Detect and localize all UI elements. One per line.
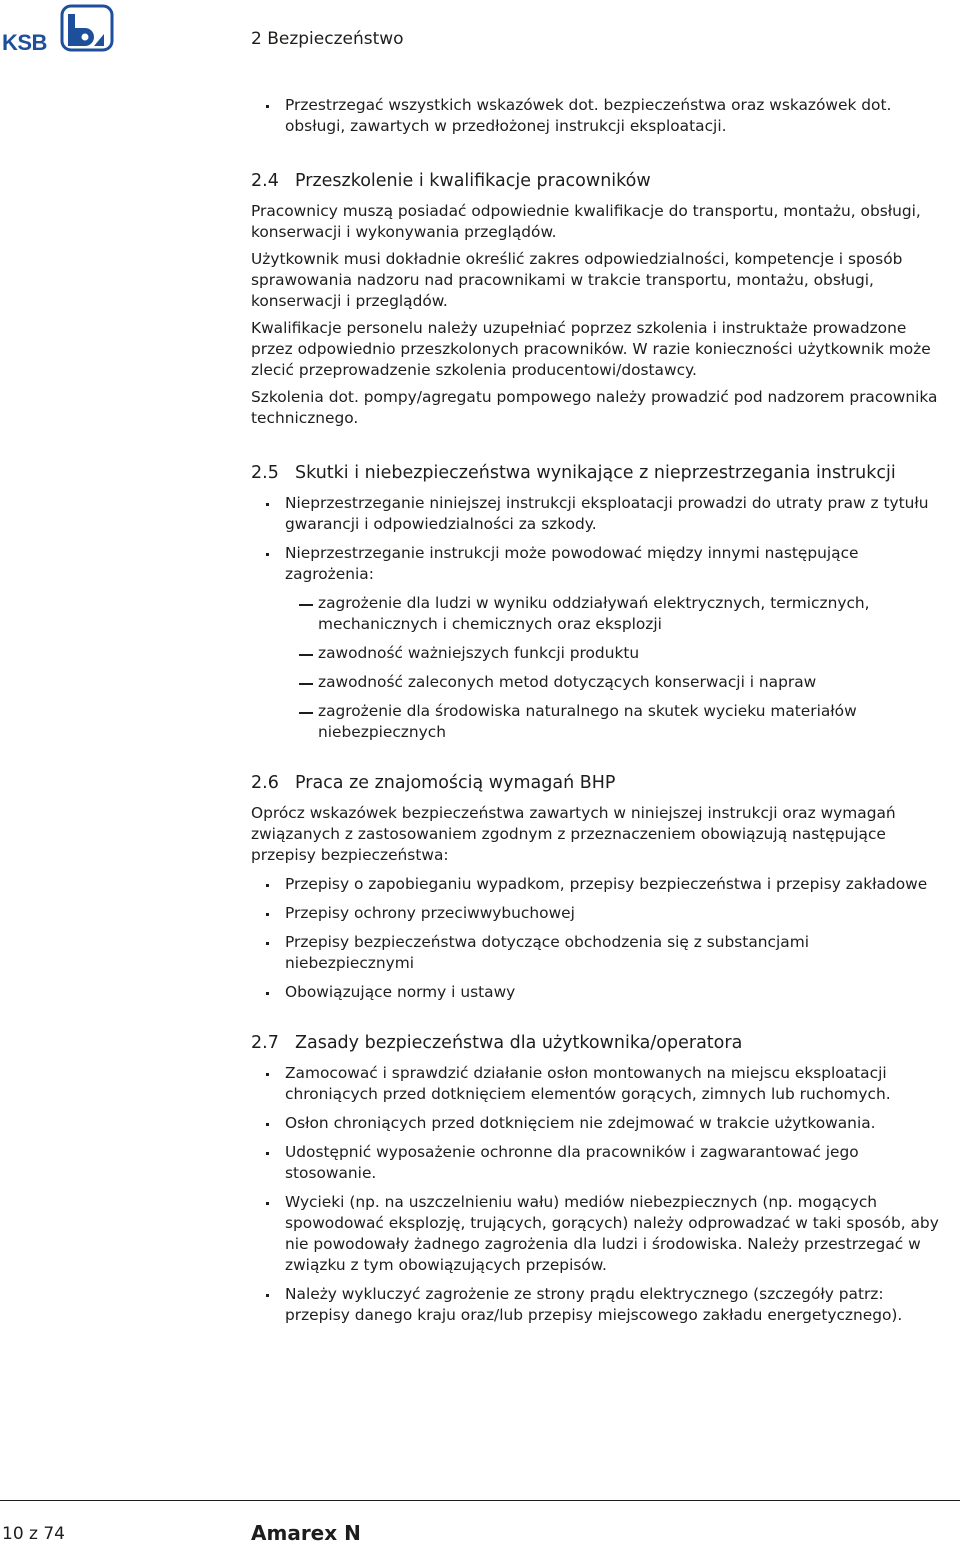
section-number: 2.7: [251, 1033, 279, 1053]
dash-item: zagrożenie dla środowiska naturalnego na skutek wycieku materiałów niebezpiecznych: [285, 701, 941, 743]
bullet-list: [251, 493, 941, 743]
list-item: Wycieki (np. na uszczelnieniu wału) mediów niebezpiecznych (np. mogących spowodować eksplozję, trujących, gorących) należy odprowadzać w taki sposób, aby nie powodowały żadnego zagrożenia dla ludzi i środowiska. Należy przestrzegać w związku z tym obowiązujących przepisów.: [251, 1192, 941, 1276]
paragraph: Szkolenia dot. pompy/agregatu pompowego należy prowadzić pod nadzorem pracownika technicznego.: [251, 388, 938, 427]
section-heading: [251, 169, 941, 193]
list-item: Udostępnić wyposażenie ochronne dla pracowników i zagwarantować jego stosowanie.: [251, 1142, 941, 1184]
ksb-logo: [0, 4, 114, 55]
list-item: Przestrzegać wszystkich wskazówek dot. bezpieczeństwa oraz wskazówek dot. obsługi, zawartych w przedłożonej instrukcji eksploatacji.: [251, 95, 941, 137]
list-item: Należy wykluczyć zagrożenie ze strony prądu elektrycznego (szczegóły patrz: przepisy danego kraju oraz/lub przepisy miejscowego zakładu energetycznego).: [251, 1284, 941, 1326]
dash-item: zagrożenie dla ludzi w wyniku oddziaływań elektrycznych, termicznych, mechanicznych i chemicznych oraz eksplozji: [285, 593, 941, 635]
section-2-5: [251, 461, 941, 743]
list-item: Przepisy ochrony przeciwwybuchowej: [251, 903, 941, 924]
list-item: [251, 543, 941, 743]
bullet-list: [251, 874, 941, 1003]
paragraph: Oprócz wskazówek bezpieczeństwa zawartych w niniejszej instrukcji oraz wymagań związanych z zastosowaniem zgodnym z przeznaczeniem obowiązują następujące przepisy bezpieczeństwa:: [251, 804, 896, 864]
section-heading: [251, 771, 941, 795]
product-name: Amarex N: [251, 1521, 361, 1545]
section-heading: [251, 1031, 941, 1055]
paragraph: Użytkownik musi dokładnie określić zakres odpowiedzialności, kompetencje i sposób sprawowania nadzoru nad pracownikami w trakcie transportu, montażu, obsługi, konserwacji i przeglądów.: [251, 250, 903, 310]
section-title: Zasady bezpieczeństwa dla użytkownika/operatora: [295, 1033, 743, 1053]
dash-item: zawodność zaleconych metod dotyczących konserwacji i napraw: [285, 672, 941, 693]
page-number: 10 z 74: [2, 1524, 65, 1544]
list-item: Osłon chroniących przed dotknięciem nie zdejmować w trakcie użytkowania.: [251, 1113, 941, 1134]
list-item: Przepisy bezpieczeństwa dotyczące obchodzenia się z substancjami niebezpiecznymi: [251, 932, 941, 974]
paragraph: Kwalifikacje personelu należy uzupełniać poprzez szkolenia i instruktaże prowadzone przez odpowiednio przeszkolonych pracowników. W razie konieczności użytkownik może zlecić przeprowadzenie szkolenia producentowi/dostawcy.: [251, 319, 931, 379]
section-title: Praca ze znajomością wymagań BHP: [295, 773, 616, 793]
section-2-4: [251, 169, 941, 429]
logo-text: KSB: [2, 30, 47, 55]
intro-bullet-list: [251, 95, 941, 137]
section-title: Skutki i niebezpieczeństwa wynikające z nieprzestrzegania instrukcji: [295, 463, 896, 483]
list-item: Przepisy o zapobieganiu wypadkom, przepisy bezpieczeństwa i przepisy zakładowe: [251, 874, 941, 895]
section-2-6: [251, 771, 941, 1003]
bullet-list: [251, 1063, 941, 1326]
list-item: Obowiązujące normy i ustawy: [251, 982, 941, 1003]
section-number: 2.5: [251, 463, 279, 483]
list-item: Nieprzestrzeganie niniejszej instrukcji eksploatacji prowadzi do utraty praw z tytułu gwarancji i odpowiedzialności za szkody.: [251, 493, 941, 535]
list-item-text: Nieprzestrzeganie instrukcji może powodować między innymi następujące zagrożenia:: [285, 544, 859, 583]
section-number: 2.4: [251, 171, 279, 191]
footer-divider: [0, 1500, 960, 1501]
page-content: [251, 95, 941, 1334]
section-2-7: [251, 1031, 941, 1326]
chapter-title: 2 Bezpieczeństwo: [251, 29, 404, 49]
dash-item: zawodność ważniejszych funkcji produktu: [285, 643, 941, 664]
section-title: Przeszkolenie i kwalifikacje pracowników: [295, 171, 651, 191]
dash-list: [285, 593, 941, 743]
section-number: 2.6: [251, 773, 279, 793]
list-item: Zamocować i sprawdzić działanie osłon montowanych na miejscu eksploatacji chroniących przed dotknięciem elementów gorących, zimnych lub ruchomych.: [251, 1063, 941, 1105]
paragraph: Pracownicy muszą posiadać odpowiednie kwalifikacje do transportu, montażu, obsługi, konserwacji i wykonywania przeglądów.: [251, 202, 921, 241]
section-heading: [251, 461, 941, 485]
